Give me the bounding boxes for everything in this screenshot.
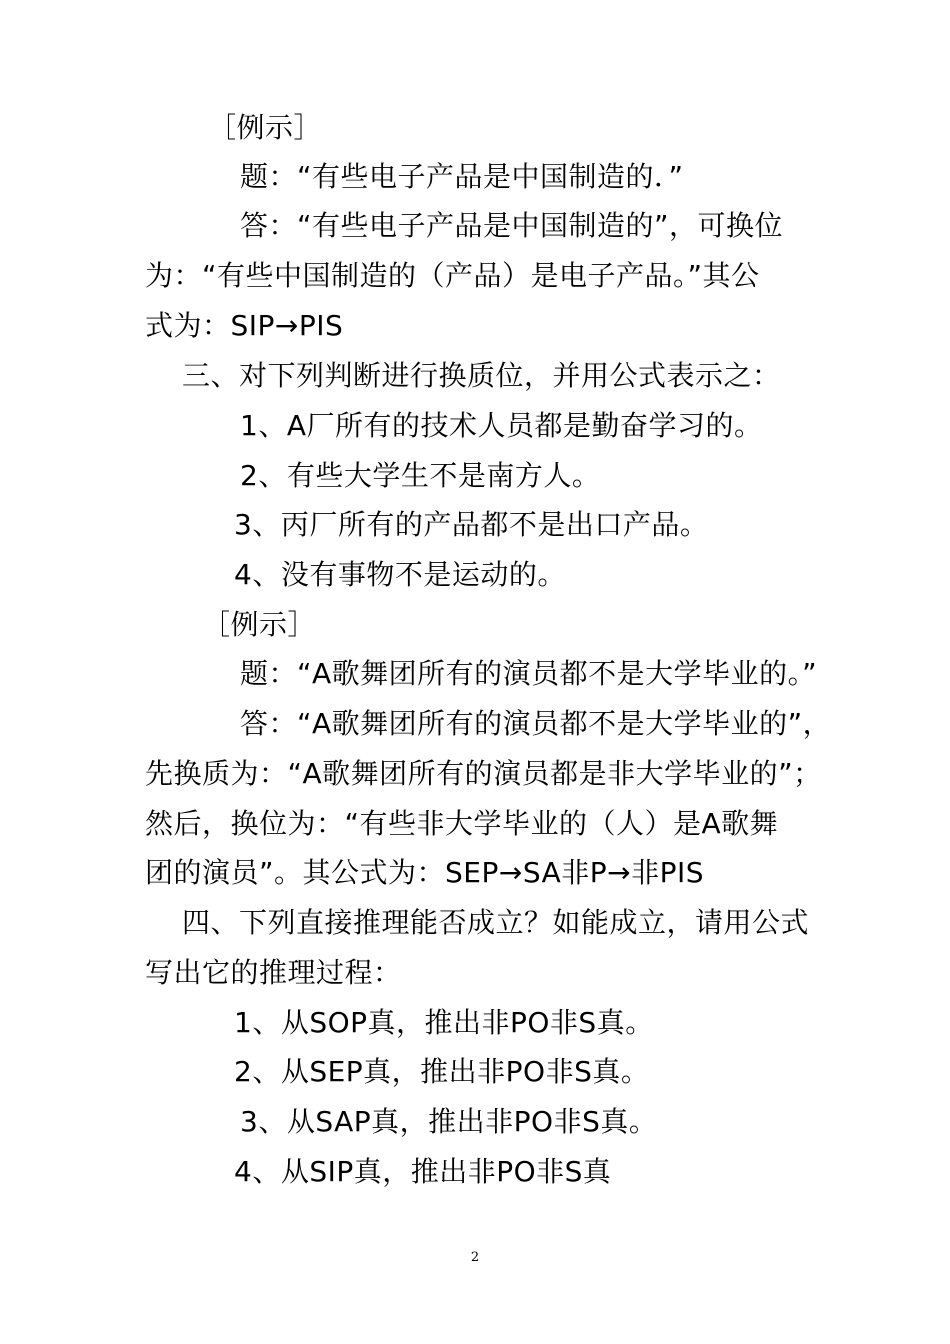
question-2: 题：“A歌舞团所有的演员都不是大学毕业的。” xyxy=(240,657,818,690)
section-four-item-1: 1、从SOP真，推出非PO非S真。 xyxy=(234,1006,654,1039)
section-four-item-4: 4、从SIP真，推出非PO非S真 xyxy=(234,1155,612,1188)
section-three-item-2: 2、有些大学生不是南方人。 xyxy=(240,459,601,492)
answer-1-line-3: 式为：SIP→PIS xyxy=(145,309,344,342)
section-four-heading-line-2: 写出它的推理过程： xyxy=(145,956,402,989)
answer-1-line-1: 答：“有些电子产品是中国制造的”，可换位 xyxy=(240,209,784,242)
example-heading-2: ［例示］ xyxy=(202,608,317,641)
example-heading-1: ［例示］ xyxy=(208,111,323,144)
answer-1-line-2: 为：“有些中国制造的（产品）是电子产品。”其公 xyxy=(145,259,760,292)
answer-2-line-4: 团的演员”。其公式为：SEP→SA非P→非PIS xyxy=(145,856,705,889)
question-1: 题：“有些电子产品是中国制造的．” xyxy=(240,160,684,193)
answer-2-line-2: 先换质为：“A歌舞团所有的演员都是非大学毕业的”； xyxy=(145,757,822,790)
section-three-item-1: 1、A厂所有的技术人员都是勤奋学习的。 xyxy=(240,409,763,442)
section-three-heading: 三、对下列判断进行换质位，并用公式表示之： xyxy=(182,359,781,392)
section-four-item-3: 3、从SAP真，推出非PO非S真。 xyxy=(240,1105,658,1138)
section-four-item-2: 2、从SEP真，推出非PO非S真。 xyxy=(234,1055,650,1088)
answer-2-line-1: 答：“A歌舞团所有的演员都不是大学毕业的”， xyxy=(240,707,832,740)
section-three-item-4: 4、没有事物不是运动的。 xyxy=(234,558,566,591)
answer-2-line-3: 然后，换位为：“有些非大学毕业的（人）是A歌舞 xyxy=(145,807,779,840)
section-three-item-3: 3、丙厂所有的产品都不是出口产品。 xyxy=(234,508,709,541)
section-four-heading-line-1: 四、下列直接推理能否成立？如能成立，请用公式 xyxy=(182,906,810,939)
page-number: 2 xyxy=(470,1250,480,1265)
